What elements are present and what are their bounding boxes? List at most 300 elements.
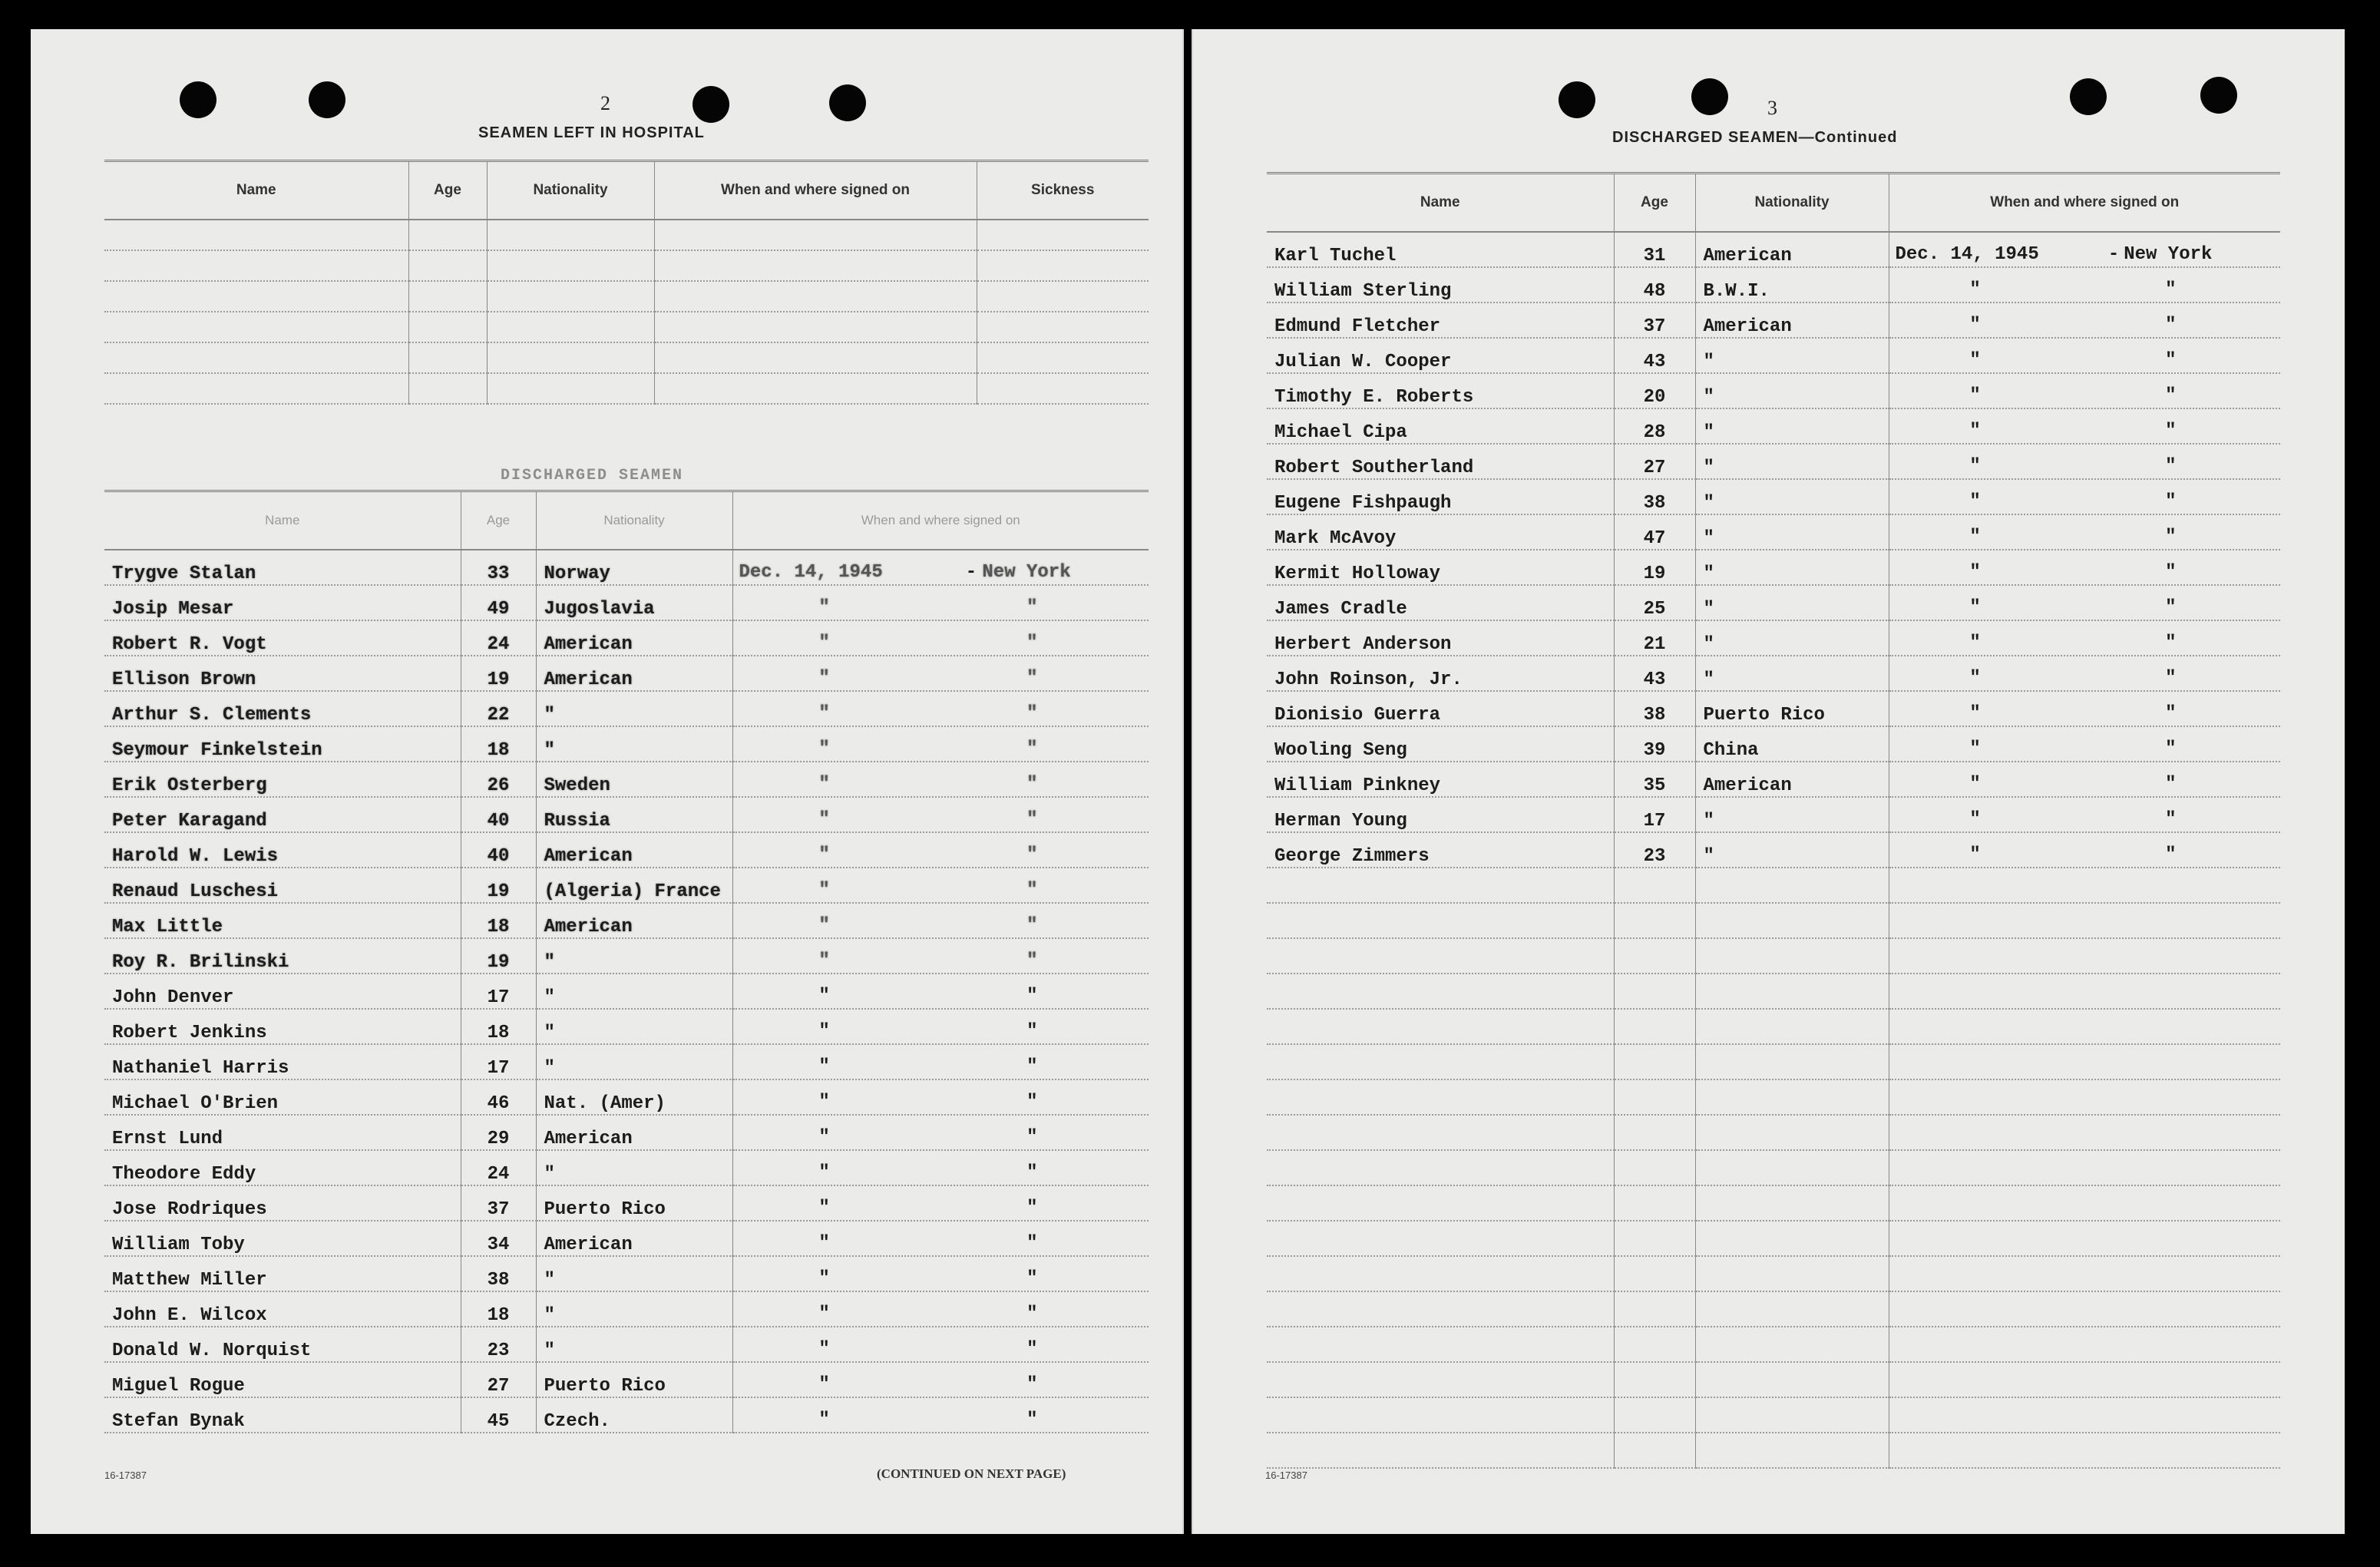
table-row bbox=[1267, 373, 2280, 408]
punch-hole bbox=[180, 81, 217, 118]
signed-on bbox=[732, 1044, 1149, 1079]
seaman-age: 27 bbox=[1614, 444, 1695, 479]
signed-on bbox=[732, 1150, 1149, 1185]
empty-cell bbox=[1614, 903, 1695, 938]
table-row bbox=[1267, 726, 2280, 762]
signed-on-place: " bbox=[2165, 279, 2177, 300]
table-row bbox=[104, 797, 1149, 832]
empty-cell bbox=[1614, 1185, 1695, 1221]
signed-on-place: " bbox=[1026, 1056, 1038, 1077]
blank-row bbox=[1267, 974, 2280, 1009]
seaman-name: George Zimmers bbox=[1267, 832, 1614, 868]
signed-on-place: " bbox=[1026, 915, 1038, 936]
seaman-age: 23 bbox=[461, 1327, 536, 1362]
signed-on-date: " bbox=[818, 1092, 830, 1112]
punch-hole bbox=[1691, 78, 1728, 115]
table-row bbox=[104, 1256, 1149, 1291]
column-header: Nationality bbox=[487, 161, 654, 220]
signed-on-date: " bbox=[818, 1268, 830, 1289]
table-row bbox=[1267, 691, 2280, 726]
signed-on-date: " bbox=[1969, 845, 1981, 865]
signed-on-place: " bbox=[1026, 1268, 1038, 1289]
empty-cell bbox=[1695, 868, 1889, 903]
seaman-age: 23 bbox=[1614, 832, 1695, 868]
table-row bbox=[104, 1079, 1149, 1115]
seaman-nationality: American bbox=[1695, 762, 1889, 797]
empty-cell bbox=[1695, 1185, 1889, 1221]
signed-on bbox=[1889, 550, 2280, 585]
table-row bbox=[104, 868, 1149, 903]
signed-on-place: " bbox=[1026, 1127, 1038, 1148]
seaman-age: 20 bbox=[1614, 373, 1695, 408]
signed-on-place: " bbox=[1026, 633, 1038, 653]
seaman-age: 26 bbox=[461, 762, 536, 797]
table-row bbox=[1267, 832, 2280, 868]
seaman-nationality: China bbox=[1695, 726, 1889, 762]
discharged-continued-title: DISCHARGED SEAMEN—Continued bbox=[1612, 129, 1898, 146]
blank-row bbox=[1267, 1009, 2280, 1044]
empty-cell bbox=[1614, 1150, 1695, 1185]
seaman-nationality: " bbox=[1695, 585, 1889, 620]
signed-on-date: " bbox=[1969, 703, 1981, 724]
seaman-name: Harold W. Lewis bbox=[104, 832, 461, 868]
signed-on-date: " bbox=[818, 809, 830, 830]
signed-on-place: " bbox=[1026, 880, 1038, 901]
seaman-name: William Toby bbox=[104, 1221, 461, 1256]
seaman-age: 46 bbox=[461, 1079, 536, 1115]
table-row bbox=[1267, 620, 2280, 656]
seaman-name: Herbert Anderson bbox=[1267, 620, 1614, 656]
seaman-age: 40 bbox=[461, 797, 536, 832]
empty-cell bbox=[1267, 1327, 1614, 1362]
signed-on-date: " bbox=[1969, 774, 1981, 795]
signed-on-date: " bbox=[818, 1021, 830, 1042]
table-row bbox=[104, 550, 1149, 585]
empty-cell bbox=[1695, 1115, 1889, 1150]
signed-on-place: " bbox=[1026, 739, 1038, 759]
seaman-age: 28 bbox=[1614, 408, 1695, 444]
seaman-age: 48 bbox=[1614, 267, 1695, 302]
seaman-age: 24 bbox=[461, 620, 536, 656]
signed-on-date: " bbox=[1969, 385, 1981, 406]
table-row bbox=[104, 1185, 1149, 1221]
signed-on bbox=[1889, 479, 2280, 514]
empty-cell bbox=[1614, 1362, 1695, 1397]
signed-on bbox=[732, 656, 1149, 691]
table-row bbox=[1267, 797, 2280, 832]
empty-cell bbox=[487, 281, 654, 312]
seaman-name: Karl Tuchel bbox=[1267, 232, 1614, 267]
empty-cell bbox=[654, 250, 977, 281]
signed-on bbox=[1889, 691, 2280, 726]
empty-cell bbox=[654, 312, 977, 342]
blank-row bbox=[1267, 1221, 2280, 1256]
signed-on bbox=[732, 691, 1149, 726]
signed-on-date: " bbox=[818, 845, 830, 865]
column-header: Sickness bbox=[977, 161, 1149, 220]
signed-on-place: " bbox=[1026, 1410, 1038, 1430]
signed-on bbox=[732, 797, 1149, 832]
signed-on-place: " bbox=[2165, 456, 2177, 477]
table-row bbox=[1267, 762, 2280, 797]
signed-on-date: " bbox=[818, 986, 830, 1007]
punch-hole bbox=[693, 86, 729, 123]
seaman-age: 38 bbox=[1614, 479, 1695, 514]
seaman-age: 19 bbox=[461, 938, 536, 974]
seaman-nationality: " bbox=[1695, 514, 1889, 550]
hospital-table bbox=[104, 160, 1149, 405]
seaman-nationality: American bbox=[536, 903, 732, 938]
signed-on-date: " bbox=[818, 880, 830, 901]
column-header: When and where signed on bbox=[654, 161, 977, 220]
seaman-name: Miguel Rogue bbox=[104, 1362, 461, 1397]
seaman-age: 21 bbox=[1614, 620, 1695, 656]
seaman-nationality: " bbox=[536, 1150, 732, 1185]
signed-on-place: " bbox=[1026, 1233, 1038, 1254]
table-row bbox=[1267, 550, 2280, 585]
seaman-age: 24 bbox=[461, 1150, 536, 1185]
empty-cell bbox=[1889, 1009, 2280, 1044]
signed-on-place: " bbox=[1026, 1374, 1038, 1395]
empty-cell bbox=[104, 373, 408, 404]
blank-row bbox=[1267, 938, 2280, 974]
signed-on bbox=[1889, 797, 2280, 832]
seaman-nationality: American bbox=[536, 1221, 732, 1256]
signed-on-place: " bbox=[2165, 491, 2177, 512]
empty-cell bbox=[1889, 1150, 2280, 1185]
seaman-nationality: American bbox=[1695, 302, 1889, 338]
signed-on-place: " bbox=[2165, 668, 2177, 689]
signed-on-date: " bbox=[818, 1127, 830, 1148]
seaman-nationality: (Algeria) France bbox=[536, 868, 732, 903]
blank-row bbox=[104, 373, 1149, 404]
signed-on bbox=[1889, 408, 2280, 444]
seaman-nationality: " bbox=[536, 974, 732, 1009]
column-header: Age bbox=[461, 491, 536, 550]
empty-cell bbox=[1614, 974, 1695, 1009]
blank-row bbox=[1267, 1079, 2280, 1115]
signed-on-place: " bbox=[2165, 421, 2177, 441]
signed-on-place: New York bbox=[2124, 244, 2213, 265]
empty-cell bbox=[1695, 1009, 1889, 1044]
seaman-nationality: Russia bbox=[536, 797, 732, 832]
table-row bbox=[1267, 302, 2280, 338]
signed-on-place: " bbox=[1026, 668, 1038, 689]
punch-hole bbox=[2200, 77, 2237, 114]
signed-on-date: " bbox=[818, 1162, 830, 1183]
seaman-name: Trygve Stalan bbox=[104, 550, 461, 585]
empty-cell bbox=[1695, 1221, 1889, 1256]
empty-cell bbox=[1614, 1397, 1695, 1433]
empty-cell bbox=[104, 342, 408, 373]
signed-on bbox=[732, 550, 1149, 585]
seaman-name: Donald W. Norquist bbox=[104, 1327, 461, 1362]
empty-cell bbox=[1614, 1291, 1695, 1327]
seaman-age: 47 bbox=[1614, 514, 1695, 550]
signed-on-place: " bbox=[2165, 527, 2177, 547]
table-row bbox=[104, 974, 1149, 1009]
blank-row bbox=[1267, 868, 2280, 903]
signed-on-place: " bbox=[1026, 1304, 1038, 1324]
seaman-age: 35 bbox=[1614, 762, 1695, 797]
signed-on-date: " bbox=[1969, 350, 1981, 371]
seaman-nationality: " bbox=[536, 938, 732, 974]
empty-cell bbox=[1695, 938, 1889, 974]
empty-cell bbox=[1267, 1150, 1614, 1185]
form-id: 16-17387 bbox=[104, 1469, 147, 1481]
signed-on-place: " bbox=[2165, 774, 2177, 795]
dash-separator: - bbox=[965, 562, 977, 583]
table-row bbox=[104, 726, 1149, 762]
seaman-nationality: " bbox=[536, 1327, 732, 1362]
seaman-name: Michael Cipa bbox=[1267, 408, 1614, 444]
empty-cell bbox=[1267, 1115, 1614, 1150]
signed-on bbox=[1889, 762, 2280, 797]
blank-row bbox=[1267, 1397, 2280, 1433]
empty-cell bbox=[1889, 903, 2280, 938]
seaman-name: Josip Mesar bbox=[104, 585, 461, 620]
signed-on bbox=[732, 1397, 1149, 1433]
empty-cell bbox=[1695, 1044, 1889, 1079]
empty-cell bbox=[1614, 938, 1695, 974]
page-number: 3 bbox=[1767, 97, 1777, 119]
signed-on-place: " bbox=[1026, 1339, 1038, 1360]
blank-row bbox=[104, 281, 1149, 312]
table-row bbox=[104, 1221, 1149, 1256]
signed-on-date: " bbox=[818, 1056, 830, 1077]
seaman-nationality: Puerto Rico bbox=[1695, 691, 1889, 726]
empty-cell bbox=[977, 250, 1149, 281]
empty-cell bbox=[1695, 1327, 1889, 1362]
signed-on bbox=[732, 762, 1149, 797]
signed-on bbox=[1889, 267, 2280, 302]
seaman-nationality: " bbox=[1695, 832, 1889, 868]
seaman-nationality: " bbox=[1695, 408, 1889, 444]
seaman-nationality: " bbox=[536, 726, 732, 762]
empty-cell bbox=[1889, 1044, 2280, 1079]
seaman-name: Arthur S. Clements bbox=[104, 691, 461, 726]
seaman-name: Max Little bbox=[104, 903, 461, 938]
table-row bbox=[104, 1150, 1149, 1185]
seaman-name: Mark McAvoy bbox=[1267, 514, 1614, 550]
signed-on bbox=[1889, 832, 2280, 868]
table-row bbox=[104, 1044, 1149, 1079]
signed-on bbox=[732, 1362, 1149, 1397]
seaman-age: 37 bbox=[1614, 302, 1695, 338]
signed-on-date: " bbox=[818, 774, 830, 795]
empty-cell bbox=[1267, 1256, 1614, 1291]
seaman-age: 17 bbox=[461, 1044, 536, 1079]
seaman-age: 25 bbox=[1614, 585, 1695, 620]
seaman-name: Renaud Luschesi bbox=[104, 868, 461, 903]
seaman-age: 49 bbox=[461, 585, 536, 620]
signed-on-date: " bbox=[818, 633, 830, 653]
signed-on-place: " bbox=[1026, 774, 1038, 795]
column-header: Nationality bbox=[536, 491, 732, 550]
signed-on bbox=[732, 1256, 1149, 1291]
seaman-name: Ellison Brown bbox=[104, 656, 461, 691]
column-header: Name bbox=[104, 161, 408, 220]
signed-on bbox=[732, 938, 1149, 974]
seaman-name: Jose Rodriques bbox=[104, 1185, 461, 1221]
table-row bbox=[104, 938, 1149, 974]
form-id: 16-17387 bbox=[1265, 1469, 1307, 1481]
empty-cell bbox=[1889, 974, 2280, 1009]
seaman-age: 27 bbox=[461, 1362, 536, 1397]
empty-cell bbox=[104, 220, 408, 250]
empty-cell bbox=[487, 342, 654, 373]
signed-on-place: " bbox=[2165, 809, 2177, 830]
seaman-nationality: " bbox=[1695, 797, 1889, 832]
seaman-nationality: " bbox=[1695, 550, 1889, 585]
signed-on bbox=[1889, 620, 2280, 656]
seaman-name: Theodore Eddy bbox=[104, 1150, 461, 1185]
empty-cell bbox=[1695, 1291, 1889, 1327]
signed-on-date: " bbox=[1969, 527, 1981, 547]
seaman-nationality: Nat. (Amer) bbox=[536, 1079, 732, 1115]
table-row bbox=[1267, 656, 2280, 691]
column-header: When and where signed on bbox=[732, 491, 1149, 550]
continued-note: (CONTINUED ON NEXT PAGE) bbox=[877, 1466, 1066, 1481]
signed-on bbox=[1889, 514, 2280, 550]
seaman-age: 38 bbox=[1614, 691, 1695, 726]
punch-hole bbox=[1559, 81, 1595, 118]
blank-row bbox=[104, 250, 1149, 281]
empty-cell bbox=[104, 312, 408, 342]
signed-on-place: " bbox=[1026, 1162, 1038, 1183]
seaman-nationality: " bbox=[1695, 656, 1889, 691]
empty-cell bbox=[408, 250, 487, 281]
empty-cell bbox=[1695, 1362, 1889, 1397]
table-row bbox=[104, 762, 1149, 797]
empty-cell bbox=[104, 281, 408, 312]
empty-cell bbox=[977, 220, 1149, 250]
seaman-name: Seymour Finkelstein bbox=[104, 726, 461, 762]
seaman-name: Eugene Fishpaugh bbox=[1267, 479, 1614, 514]
signed-on-date: " bbox=[818, 668, 830, 689]
signed-on-date: " bbox=[1969, 491, 1981, 512]
signed-on-place: " bbox=[2165, 703, 2177, 724]
empty-cell bbox=[1695, 903, 1889, 938]
seaman-name: Robert Southerland bbox=[1267, 444, 1614, 479]
signed-on bbox=[732, 1221, 1149, 1256]
seaman-name: William Sterling bbox=[1267, 267, 1614, 302]
empty-cell bbox=[1889, 1291, 2280, 1327]
seaman-name: William Pinkney bbox=[1267, 762, 1614, 797]
seaman-age: 37 bbox=[461, 1185, 536, 1221]
signed-on bbox=[1889, 302, 2280, 338]
signed-on bbox=[1889, 444, 2280, 479]
empty-cell bbox=[487, 312, 654, 342]
seaman-nationality: " bbox=[536, 1009, 732, 1044]
signed-on bbox=[732, 585, 1149, 620]
blank-row bbox=[104, 342, 1149, 373]
signed-on-date: " bbox=[818, 1304, 830, 1324]
signed-on-date: " bbox=[818, 950, 830, 971]
signed-on-date: " bbox=[1969, 633, 1981, 653]
table-row bbox=[104, 1009, 1149, 1044]
signed-on-date: " bbox=[1969, 562, 1981, 583]
blank-row bbox=[1267, 1256, 2280, 1291]
signed-on-date: " bbox=[1969, 279, 1981, 300]
empty-cell bbox=[1889, 1362, 2280, 1397]
discharged-table-left bbox=[104, 490, 1149, 1433]
seaman-nationality: American bbox=[536, 656, 732, 691]
seaman-name: Wooling Seng bbox=[1267, 726, 1614, 762]
signed-on-date: " bbox=[818, 597, 830, 618]
signed-on bbox=[732, 832, 1149, 868]
empty-cell bbox=[654, 220, 977, 250]
seaman-nationality: " bbox=[1695, 373, 1889, 408]
table-row bbox=[1267, 444, 2280, 479]
empty-cell bbox=[1614, 1044, 1695, 1079]
signed-on-place: " bbox=[2165, 597, 2177, 618]
discharged-section-title: DISCHARGED SEAMEN bbox=[501, 467, 684, 484]
empty-cell bbox=[408, 281, 487, 312]
signed-on-place: " bbox=[2165, 739, 2177, 759]
punch-hole bbox=[829, 84, 866, 121]
seaman-nationality: B.W.I. bbox=[1695, 267, 1889, 302]
empty-cell bbox=[487, 250, 654, 281]
signed-on-date: " bbox=[1969, 739, 1981, 759]
table-row bbox=[104, 1327, 1149, 1362]
table-row bbox=[104, 832, 1149, 868]
signed-on-date: " bbox=[1969, 809, 1981, 830]
table-row bbox=[1267, 232, 2280, 267]
seaman-nationality: " bbox=[1695, 444, 1889, 479]
seaman-age: 18 bbox=[461, 1291, 536, 1327]
empty-cell bbox=[1695, 1433, 1889, 1468]
seaman-name: Robert R. Vogt bbox=[104, 620, 461, 656]
seaman-nationality: " bbox=[1695, 479, 1889, 514]
empty-cell bbox=[104, 250, 408, 281]
table-row bbox=[104, 1291, 1149, 1327]
seaman-age: 19 bbox=[1614, 550, 1695, 585]
signed-on-place: New York bbox=[982, 562, 1071, 583]
blank-row bbox=[1267, 1433, 2280, 1468]
blank-row bbox=[1267, 1327, 2280, 1362]
table-row bbox=[104, 1362, 1149, 1397]
seaman-name: John Roinson, Jr. bbox=[1267, 656, 1614, 691]
signed-on-date: " bbox=[1969, 315, 1981, 336]
table-row bbox=[1267, 514, 2280, 550]
signed-on-date: " bbox=[818, 1410, 830, 1430]
column-header: Name bbox=[1267, 174, 1614, 233]
signed-on bbox=[1889, 338, 2280, 373]
seaman-nationality: American bbox=[1695, 232, 1889, 267]
empty-cell bbox=[1889, 1079, 2280, 1115]
seaman-age: 17 bbox=[1614, 797, 1695, 832]
discharged-table-right bbox=[1267, 172, 2280, 1469]
empty-cell bbox=[1267, 974, 1614, 1009]
empty-cell bbox=[1889, 1397, 2280, 1433]
table-row bbox=[104, 620, 1149, 656]
column-header: When and where signed on bbox=[1889, 174, 2280, 233]
table-row bbox=[104, 656, 1149, 691]
empty-cell bbox=[977, 342, 1149, 373]
empty-cell bbox=[1267, 1079, 1614, 1115]
seaman-age: 19 bbox=[461, 656, 536, 691]
seaman-nationality: American bbox=[536, 620, 732, 656]
signed-on bbox=[732, 1009, 1149, 1044]
seaman-name: John E. Wilcox bbox=[104, 1291, 461, 1327]
seaman-age: 18 bbox=[461, 726, 536, 762]
empty-cell bbox=[1614, 1009, 1695, 1044]
seaman-name: Julian W. Cooper bbox=[1267, 338, 1614, 373]
signed-on bbox=[732, 1291, 1149, 1327]
signed-on-place: " bbox=[2165, 385, 2177, 406]
page-number: 2 bbox=[600, 92, 610, 114]
